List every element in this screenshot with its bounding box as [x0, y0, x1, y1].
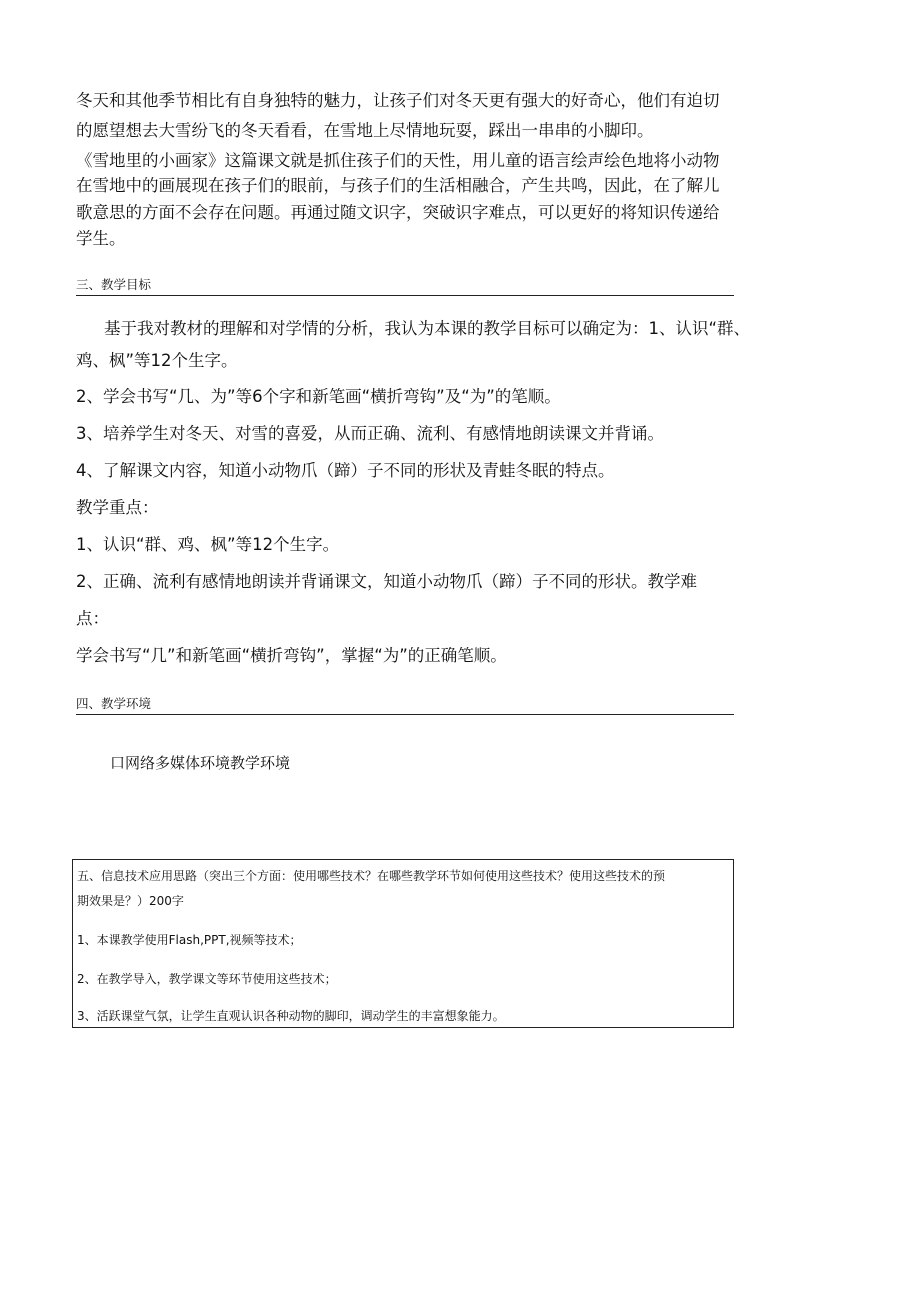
goal-2: 2、学会书写“几、为”等6个字和新笔画“横折弯钩”及“为”的笔顺。 — [76, 387, 561, 406]
key-point-2: 2、正确、流利有感情地朗读并背诵课文，知道小动物爪（蹄）子不同的形状。教学难 — [76, 572, 697, 591]
key-point-1: 1、认识“群、鸡、枫”等12个生字。 — [76, 535, 340, 554]
section-5-item-2: 2、在教学导入，教学课文等环节使用这些技术； — [77, 972, 337, 986]
intro-line-2: 的愿望想去大雪纷飞的冬天看看，在雪地上尽情地玩耍，踩出一串串的小脚印。 — [76, 121, 654, 140]
key-points-label: 教学重点： — [76, 498, 159, 517]
section-5-heading-line-2: 期效果是？）200字 — [77, 894, 184, 908]
section-4-heading: 四、教学环境 — [76, 696, 734, 715]
difficulty-label: 点： — [76, 609, 109, 628]
difficulty-1: 学会书写“几”和新笔画“横折弯钩”，掌握“为”的正确笔顺。 — [76, 646, 507, 665]
goal-4: 4、了解课文内容，知道小动物爪（蹄）子不同的形状及青蛙冬眠的特点。 — [76, 461, 615, 480]
intro-line-5: 歌意思的方面不会存在问题。再通过随文识字，突破识字难点，可以更好的将知识传递给 — [76, 203, 720, 222]
section-5-item-1: 1、本课教学使用Flash,PPT,视频等技术； — [77, 933, 302, 947]
intro-line-3: 《雪地里的小画家》这篇课文就是抓住孩子们的天性，用儿童的语言绘声绘色地将小动物 — [76, 151, 720, 170]
goals-line-2: 鸡、枫”等12个生字。 — [76, 351, 238, 370]
goals-line-1: 基于我对教材的理解和对学情的分析，我认为本课的教学目标可以确定为：1、认识“群、 — [104, 319, 751, 338]
intro-line-4: 在雪地中的画展现在孩子们的眼前，与孩子们的生活相融合，产生共鸣，因此，在了解儿 — [76, 176, 720, 195]
intro-line-6: 学生。 — [76, 229, 126, 248]
environment-option: 口网络多媒体环境教学环境 — [110, 754, 291, 772]
section-3-heading: 三、教学目标 — [76, 277, 734, 296]
goal-3: 3、培养学生对冬天、对雪的喜爱，从而正确、流利、有感情地朗读课文并背诵。 — [76, 424, 664, 443]
section-5-heading-line-1: 五、信息技术应用思路（突出三个方面：使用哪些技术？在哪些教学环节如何使用这些技术？使用这些技术的预 — [77, 869, 666, 883]
intro-line-1: 冬天和其他季节相比有自身独特的魅力，让孩子们对冬天更有强大的好奇心，他们有迫切 — [76, 91, 720, 110]
section-5-item-3: 3、活跃课堂气氛，让学生直观认识各种动物的脚印，调动学生的丰富想象能力。 — [77, 1009, 505, 1023]
section-5-box — [72, 859, 734, 1028]
